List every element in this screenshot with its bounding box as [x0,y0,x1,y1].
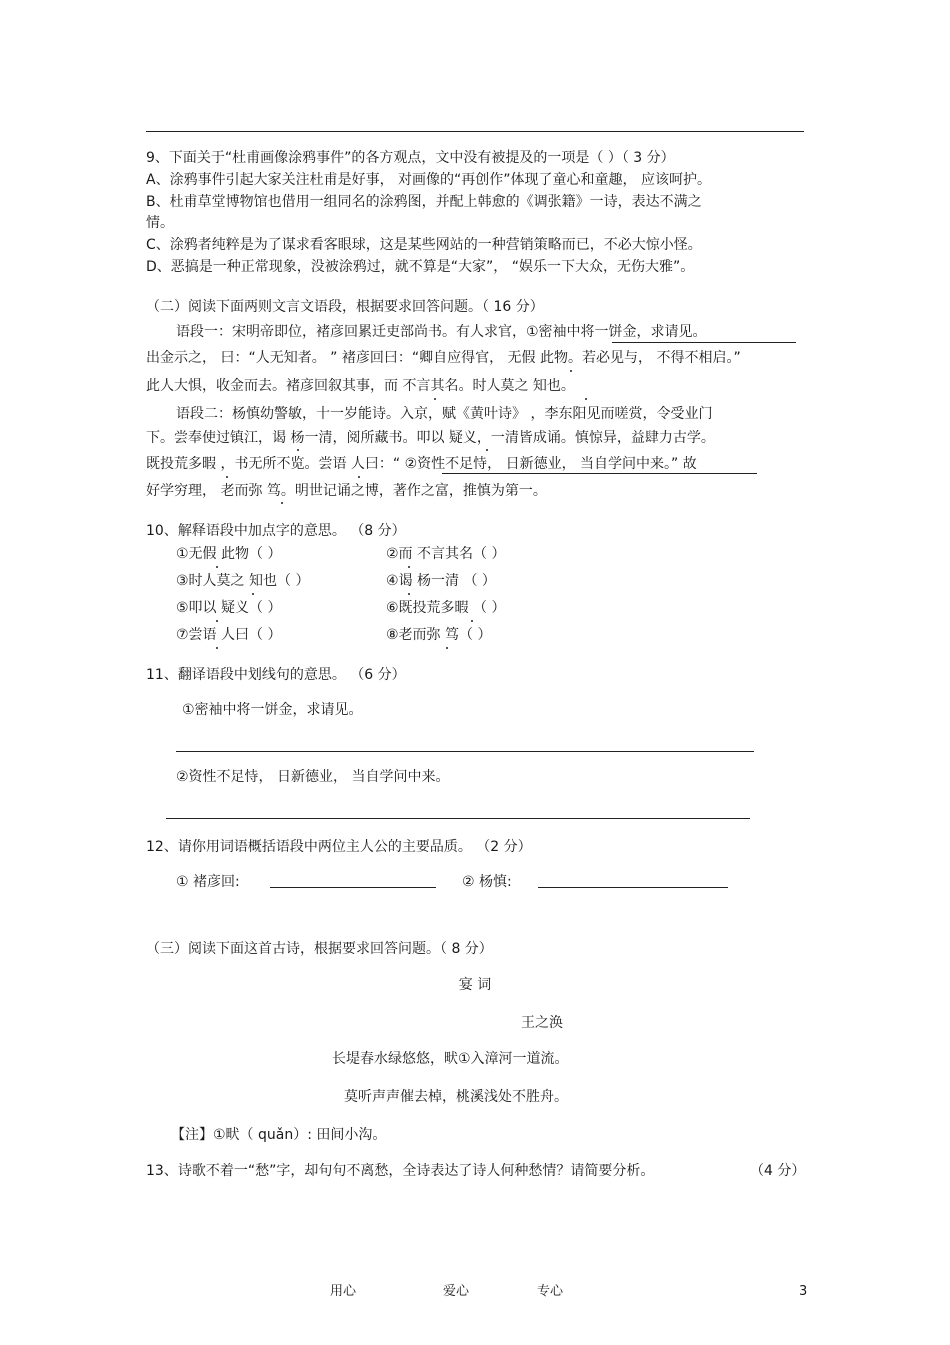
passage2-line3: 既投荒多暇 ，书无所不览。尝语 人曰：“ ②资性不足恃， 日新德业， 当自学问中来。” 故 [146,456,697,472]
emphasis-dot [216,647,218,649]
emphasis-dot [471,620,473,622]
emphasis-dot [446,647,448,649]
footer-word-3: 专心 [537,1284,564,1299]
q10-item-4: ④谒 杨一清 （ ） [386,573,496,589]
q10-item-2: ②而 不言其名（ ） [386,546,506,562]
footer-word-2: 爱心 [443,1284,470,1299]
passage1-line3: 此人大惧，收金而去。褚彦回叙其事，而 不言其名。时人莫之 知也。 [146,378,575,394]
q9-option-a: A、涂鸦事件引起大家关注杜甫是好事， 对画像的“再创作”体现了童心和童趣， 应该呵护。 [146,172,711,188]
header-rule [146,131,804,132]
q9-option-d: D、恶搞是一种正常现象，没被涂鸦过，就不算是“大家”， “娱乐一下大众，无伤大雅”。 [146,259,695,275]
passage2-line1: 语段二：杨慎幼警敏，十一岁能诗。入京，赋《黄叶诗》 ，李东阳见而嗟赏，令受业门 [176,406,713,422]
poem-title: 宴 词 [458,977,492,993]
q11-sentence-1: ①密袖中将一饼金，求请见。 [182,702,363,718]
emphasis-dot [408,566,410,568]
q11-answer-line-1[interactable] [176,751,754,752]
underline-sentence1 [612,342,796,343]
emphasis-dot [252,593,254,595]
q11-answer-line-2[interactable] [166,818,750,819]
emphasis-dot [358,476,360,478]
q12-answer-1-label: ① 褚彦回: [176,874,240,890]
q12-answer-2-line[interactable] [538,887,728,888]
q12-answer-1-line[interactable] [270,887,436,888]
emphasis-dot [570,370,572,372]
q13-score: （4 分） [750,1163,806,1179]
emphasis-dot [216,566,218,568]
q10-item-8: ⑧老而弥 笃（ ） [386,627,492,643]
poem-note: 【注】①畎（ quǎn）: 田间小沟。 [171,1127,387,1143]
emphasis-dot [297,449,299,451]
emphasis-dot [226,476,228,478]
q9-option-b-line2: 情。 [146,215,174,231]
q13-stem: 13、诗歌不着一“愁”字，却句句不离愁，全诗表达了诗人何种愁情？请简要分析。 [146,1163,655,1179]
q10-stem: 10、解释语段中加点字的意思。 （8 分） [146,523,406,539]
passage2-line4: 好学穷理， 老而弥 笃。明世记诵之博，著作之富，推慎为第一。 [146,483,547,499]
q10-item-6: ⑥既投荒多暇 （ ） [386,600,506,616]
footer-word-1: 用心 [330,1284,357,1299]
passage1-line1: 语段一：宋明帝即位，褚彦回累迁吏部尚书。有人求官，①密袖中将一饼金，求请见。 [176,324,707,340]
section3-heading: （三）阅读下面这首古诗，根据要求回答问题。（ 8 分） [146,941,493,957]
emphasis-dot [486,449,488,451]
emphasis-dot [281,502,283,504]
q10-item-7: ⑦尝语 人曰（ ） [176,627,282,643]
passage2-line2: 下。尝奉使过镇江，谒 杨一清，阅所藏书。叩以 疑义，一清皆成诵。慎惊异，益肆力古学。 [146,430,715,446]
underline-sentence2 [442,473,757,474]
q10-item-1: ①无假 此物（ ） [176,546,282,562]
q9-stem: 9、下面关于“杜甫画像涂鸦事件”的各方观点，文中没有被提及的一项是（ ）（ 3 分） [146,150,675,166]
q11-sentence-2: ②资性不足恃， 日新德业， 当自学问中来。 [176,769,450,785]
q11-stem: 11、翻译语段中划线句的意思。 （6 分） [146,667,406,683]
q12-stem: 12、请你用词语概括语段中两位主人公的主要品质。 （2 分） [146,839,532,855]
section2-heading: （二）阅读下面两则文言文语段，根据要求回答问题。（ 16 分） [146,299,544,315]
q10-item-3: ③时人莫之 知也（ ） [176,573,310,589]
emphasis-dot [216,620,218,622]
emphasis-dot [585,398,587,400]
q9-option-c: C、涂鸦者纯粹是为了谋求看客眼球，这是某些网站的一种营销策略而已，不必大惊小怪。 [146,237,702,253]
q12-answer-2-label: ② 杨慎: [462,874,512,890]
page-number: 3 [799,1284,808,1299]
passage1-line2: 出金示之， 曰：“人无知者。 ” 褚彦回曰：“卿自应得官， 无假 此物。若必见与， 不得不相启。” [146,350,741,366]
q9-option-b-line1: B、杜甫草堂博物馆也借用一组同名的涂鸦图，并配上韩愈的《调张籍》一诗，表达不满之 [146,194,702,210]
poem-author: 王之涣 [521,1015,563,1031]
emphasis-dot [408,593,410,595]
poem-line-1: 长堤春水绿悠悠，畎①入漳河一道流。 [332,1051,569,1067]
poem-line-2: 莫听声声催去棹，桃溪浅处不胜舟。 [344,1089,568,1105]
emphasis-dot [434,398,436,400]
q10-item-5: ⑤叩以 疑义（ ） [176,600,282,616]
